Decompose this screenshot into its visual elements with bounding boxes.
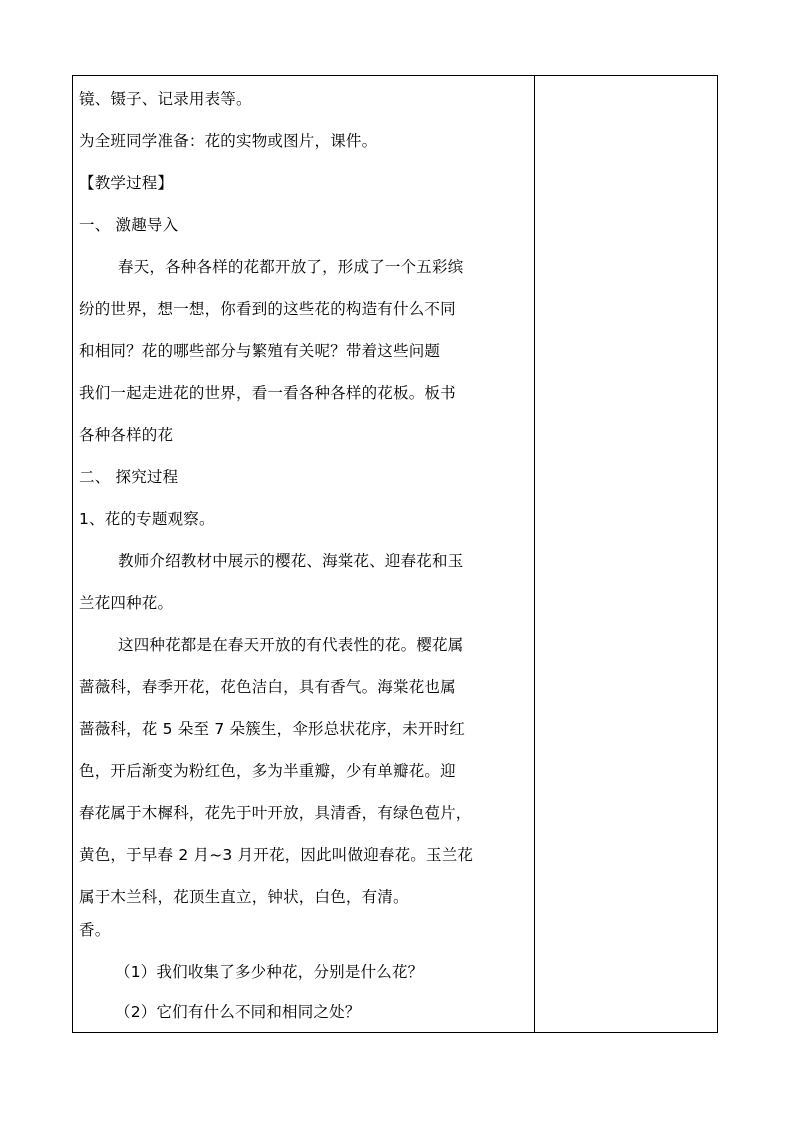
text-line: 这四种花都是在春天开放的有代表性的花。樱花属 <box>118 636 464 654</box>
lesson-table <box>72 75 718 1033</box>
section-heading: 【教学过程】 <box>79 174 174 192</box>
lesson-content-cell <box>79 76 531 1032</box>
text-line: 纷的世界，想一想，你看到的这些花的构造有什么不同 <box>79 300 456 318</box>
text-line: 兰花四种花。 <box>79 594 174 612</box>
question-line: （1）我们收集了多少种花，分别是什么花？ <box>115 963 424 981</box>
section-heading: 一、 激趣导入 <box>79 216 179 234</box>
text-line: 1、花的专题观察。 <box>79 510 215 528</box>
section-heading: 二、 探究过程 <box>79 468 179 486</box>
question-line: （2）它们有什么不同和相同之处？ <box>115 1003 361 1021</box>
text-line: 和相同？花的哪些部分与繁殖有关呢？带着这些问题 <box>79 342 441 360</box>
text-line: 镜、镊子、记录用表等。 <box>79 90 252 108</box>
text-line: 春天，各种各样的花都开放了，形成了一个五彩缤 <box>118 258 464 276</box>
text-line: 为全班同学准备：花的实物或图片，课件。 <box>79 132 378 150</box>
notes-cell <box>535 76 717 1032</box>
text-line: 蔷薇科，春季开花，花色洁白，具有香气。海棠花也属 <box>79 678 456 696</box>
text-line: 香。 <box>79 921 111 939</box>
text-line: 黄色，于早春 2 月~3 月开花，因此叫做迎春花。玉兰花 <box>79 846 474 864</box>
text-line: 各种各样的花 <box>79 426 174 444</box>
text-line: 春花属于木樨科，花先于叶开放，具清香，有绿色苞片， <box>79 804 472 822</box>
text-line: 我们一起走进花的世界，看一看各种各样的花板。板书 <box>79 384 456 402</box>
text-line: 色，开后渐变为粉红色，多为半重瓣，少有单瓣花。迎 <box>79 762 456 780</box>
text-line: 属于木兰科，花顶生直立，钟状，白色，有清。 <box>79 888 409 906</box>
text-line: 蔷薇科，花 5 朵至 7 朵簇生，伞形总状花序，未开时红 <box>79 720 466 738</box>
text-line: 教师介绍教材中展示的樱花、海棠花、迎春花和玉 <box>118 552 464 570</box>
